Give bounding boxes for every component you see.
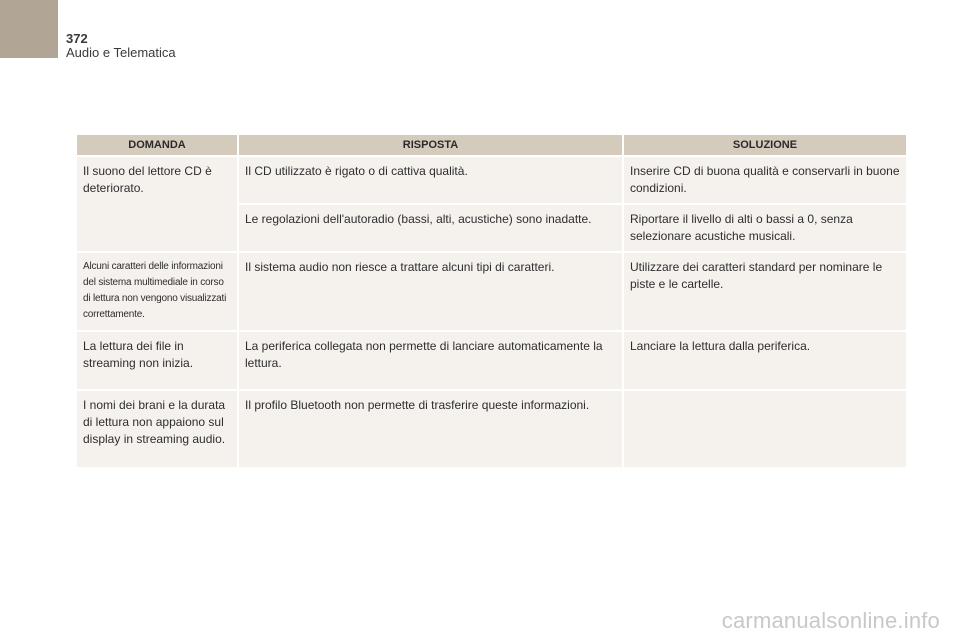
domanda-cell: Il suono del lettore CD è deteriorato. <box>77 157 237 251</box>
corner-tab <box>0 0 58 58</box>
page-number: 372 <box>66 31 88 46</box>
watermark: carmanualsonline.info <box>721 608 940 633</box>
table-row <box>77 332 906 389</box>
domanda-cell: I nomi dei brani e la durata di lettura non appaiono sul display in streaming audio. <box>77 391 237 467</box>
risposta-cell: La periferica collegata non permette di lanciare automaticamente la lettura. <box>239 332 622 389</box>
soluzione-cell: Riportare il livello di alti o bassi a 0, senza selezionare acustiche musicali. <box>624 205 906 251</box>
column-header-risposta: RISPOSTA <box>239 135 622 155</box>
risposta-cell: Il sistema audio non riesce a trattare alcuni tipi di caratteri. <box>239 253 622 330</box>
soluzione-cell: Lanciare la lettura dalla periferica. <box>624 332 906 389</box>
table-header-row <box>77 135 906 155</box>
table-row <box>77 157 906 203</box>
domanda-cell: Alcuni caratteri delle informazioni del sistema multimediale in corso di lettura non vengono visualizzati correttamente. <box>77 253 237 330</box>
risposta-cell: Il profilo Bluetooth non permette di trasferire queste informazioni. <box>239 391 622 467</box>
soluzione-cell: Inserire CD di buona qualità e conservarli in buone condizioni. <box>624 157 906 203</box>
risposta-cell: Le regolazioni dell'autoradio (bassi, alti, acustiche) sono inadatte. <box>239 205 622 251</box>
domanda-cell: La lettura dei file in streaming non inizia. <box>77 332 237 389</box>
table-row <box>77 253 906 330</box>
column-header-domanda: DOMANDA <box>77 135 237 155</box>
section-title: Audio e Telematica <box>66 45 176 60</box>
soluzione-cell <box>624 391 906 467</box>
table-row <box>77 391 906 467</box>
column-header-soluzione: SOLUZIONE <box>624 135 906 155</box>
risposta-cell: Il CD utilizzato è rigato o di cattiva qualità. <box>239 157 622 203</box>
soluzione-cell: Utilizzare dei caratteri standard per nominare le piste e le cartelle. <box>624 253 906 330</box>
troubleshooting-table <box>75 133 908 469</box>
